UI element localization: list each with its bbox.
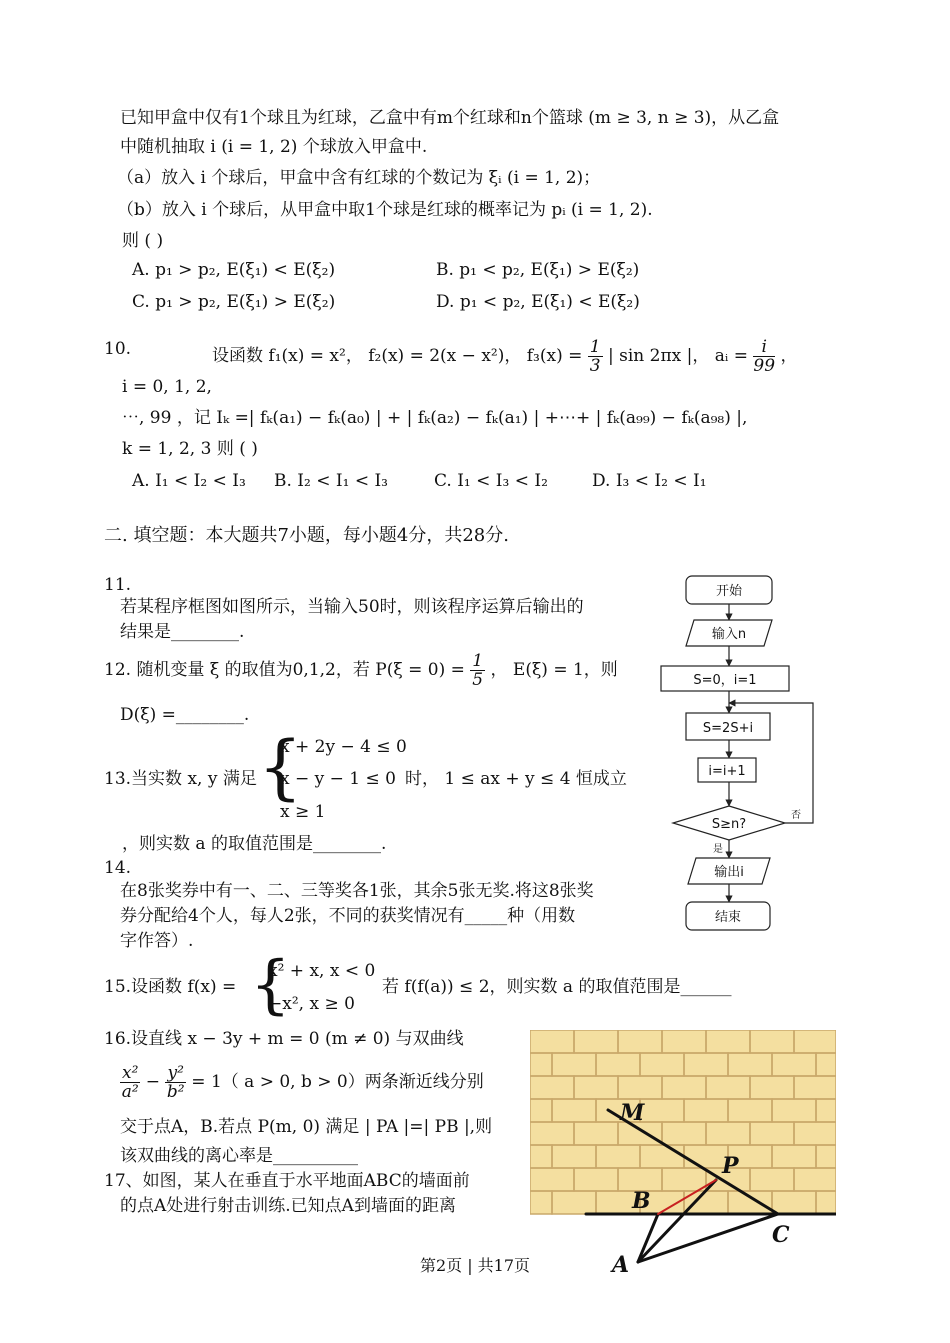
- q15-post: 若 f(f(a)) ≤ 2，则实数 a 的取值范围是______: [382, 977, 732, 997]
- q15-case-2: −x², x ≥ 0: [268, 994, 355, 1014]
- q13-constraint-2: x − y − 1 ≤ 0: [280, 769, 396, 789]
- label-A: A: [612, 1252, 630, 1278]
- q9-option-c: C. p₁ > p₂, E(ξ₁) > E(ξ₂): [132, 292, 336, 312]
- flow-init-label: S=0，i=1: [693, 673, 757, 688]
- q16-y-fraction: [165, 1064, 185, 1101]
- q16-line4: 该双曲线的离心率是__________: [120, 1146, 358, 1166]
- flow-input-label: 输入n: [711, 627, 747, 642]
- q10-comma: ，: [780, 346, 798, 366]
- q14-number: 14.: [104, 858, 132, 878]
- q9-condition-a: （a）放入 i 个球后，甲盒中含有红球的个数记为 ξᵢ (i = 1, 2)；: [117, 168, 601, 188]
- section-heading: 二. 填空题：本大题共7小题，每小题4分，共28分.: [104, 525, 509, 546]
- q13-constraint-1: x + 2y − 4 ≤ 0: [280, 737, 407, 757]
- q15-pre: 15.设函数 f(x) =: [104, 977, 237, 997]
- q10-option-a: A. I₁ < I₂ < I₃: [132, 471, 246, 491]
- q17-line2: 的点A处进行射击训练.已知点A到墙面的距离: [120, 1196, 456, 1216]
- label-C: C: [772, 1222, 790, 1248]
- q16-line2: $\frac{\text{x²}}{\text{a²}}$ − $\frac{\text{y²}}{\text{b²}}$ = 1（ a > 0, b > 0）两条渐近线分别: [121, 1063, 484, 1102]
- q12-line2: D(ξ) =________.: [120, 705, 250, 725]
- q10-ai-fraction: [753, 338, 775, 375]
- label-P: P: [722, 1153, 739, 1179]
- flow-incr-label: i=i+1: [708, 764, 746, 779]
- q9-option-b: B. p₁ < p₂, E(ξ₁) > E(ξ₂): [436, 260, 640, 280]
- q10-ai-denominator: 99: [753, 356, 776, 376]
- q16-line3: 交于点A，B.若点 P(m, 0) 满足 | PA |=| PB |,则: [120, 1117, 493, 1137]
- q13-pre: 13.当实数 x, y 满足: [104, 769, 257, 789]
- q16-x-numerator: x²: [122, 1063, 139, 1083]
- q15-brace: {: [250, 948, 291, 1022]
- q10-f3-denominator: 3: [589, 356, 601, 376]
- flowchart: [656, 572, 836, 942]
- q10-text: [212, 338, 797, 375]
- q10-functions: 设函数 f₁(x) = x²， f₂(x) = 2(x − x²)， f₃(x) =: [212, 346, 583, 366]
- q12-fraction: [470, 652, 485, 689]
- q10-option-c: C. I₁ < I₃ < I₂: [434, 471, 548, 491]
- label-B: B: [632, 1188, 651, 1214]
- q15-case-1: x² + x, x < 0: [268, 961, 376, 981]
- flow-start-label: 开始: [715, 584, 743, 599]
- flow-no-label: 否: [791, 810, 801, 821]
- q17-line1: 17、如图，某人在垂直于水平地面ABC的墙面前: [104, 1171, 470, 1191]
- q9-line2: 中随机抽取 i (i = 1, 2) 个球放入甲盒中.: [120, 137, 428, 157]
- q11-number: 11.: [104, 575, 132, 595]
- q13-constraint-3: x ≥ 1: [280, 802, 326, 822]
- flow-yes-label: 是: [713, 844, 723, 855]
- q11-line1: 若某程序框图如图所示，当输入50时，则该程序运算后输出的: [120, 597, 584, 617]
- q9-prompt: 则 ( ): [122, 231, 164, 251]
- q13-line2: ，则实数 a 的取值范围是________.: [122, 834, 387, 854]
- flow-end-label: 结束: [714, 910, 742, 925]
- q10-ai-numerator: i: [753, 338, 775, 357]
- q10-option-b: B. I₂ < I₁ < I₃: [274, 471, 388, 491]
- q12-text-b: ， E(ξ) = 1，则: [490, 660, 618, 680]
- q13-post: 时， 1 ≤ ax + y ≤ 4 恒成立: [405, 769, 627, 789]
- flow-step-label: S=2S+i: [702, 721, 754, 736]
- q16-y-numerator: y²: [167, 1063, 184, 1083]
- q12-line1: [104, 652, 618, 689]
- q9-option-d: D. p₁ < p₂, E(ξ₁) < E(ξ₂): [436, 292, 640, 312]
- q16-line1: 16.设直线 x − 3y + m = 0 (m ≠ 0) 与双曲线: [104, 1029, 464, 1049]
- q10-option-d: D. I₃ < I₂ < I₁: [592, 471, 707, 491]
- figure-17: [530, 1030, 836, 1280]
- q10-f3-numerator: 1: [589, 337, 601, 357]
- q9-line1: 已知甲盒中仅有1个球且为红球，乙盒中有m个红球和n个篮球 (m ≥ 3, n ≥ 3)，从乙盒: [120, 108, 780, 128]
- q10-prompt: k = 1, 2, 3 则 ( ): [122, 439, 258, 459]
- q11-line2: 结果是________.: [120, 622, 245, 642]
- q10-number: 10.: [104, 339, 132, 359]
- page-footer: 第2页 | 共17页: [419, 1256, 531, 1275]
- q10-definition: ⋯, 99 ，记 Iₖ =| fₖ(a₁) − fₖ(a₀) | + | fₖ(a₂) − fₖ(a₁) | +⋯+ | fₖ(a₉₉) − fₖ(a₉₈) |,: [122, 408, 748, 428]
- q10-f3-rest: | sin 2πx |， aᵢ =: [608, 346, 748, 366]
- q16-x-fraction: [120, 1064, 140, 1101]
- flow-cond-label: S≥n?: [711, 817, 747, 832]
- q14-line2: 券分配给4个人，每人2张，不同的获奖情况有_____种（用数: [120, 906, 576, 926]
- q16-x-denominator: a²: [121, 1082, 139, 1102]
- q10-index-range: i = 0, 1, 2,: [122, 377, 212, 397]
- q16-y-denominator: b²: [166, 1082, 185, 1102]
- q12-text-a: 12. 随机变量 ξ 的取值为0,1,2，若 P(ξ = 0) =: [104, 660, 465, 680]
- q14-line1: 在8张奖券中有一、二、三等奖各1张，其余5张无奖.将这8张奖: [120, 881, 594, 901]
- q16-line2-rest: = 1（ a > 0, b > 0）两条渐近线分别: [191, 1072, 484, 1092]
- flow-output-label: 输出i: [714, 865, 744, 880]
- q9-condition-b: （b）放入 i 个球后，从甲盒中取1个球是红球的概率记为 pᵢ (i = 1, 2).: [117, 200, 653, 220]
- q10-f3-fraction: [588, 338, 603, 375]
- label-M: M: [620, 1100, 645, 1126]
- q13-brace: {: [258, 726, 303, 808]
- q14-line3: 字作答）.: [120, 931, 194, 951]
- q12-denominator: 5: [472, 670, 484, 690]
- q12-numerator: 1: [472, 651, 484, 671]
- q9-option-a: A. p₁ > p₂, E(ξ₁) < E(ξ₂): [132, 260, 336, 280]
